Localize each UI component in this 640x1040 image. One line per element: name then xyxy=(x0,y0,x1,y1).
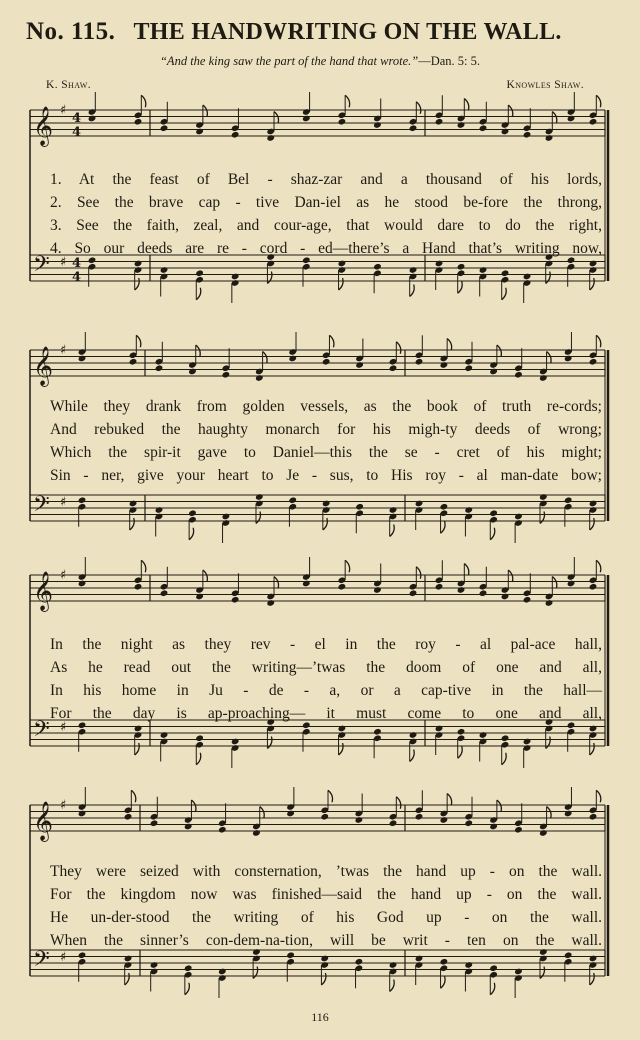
note-head xyxy=(124,813,133,821)
note-flag xyxy=(441,976,446,988)
bass-clef-icon: 𝄢 xyxy=(33,717,50,747)
treble-clef-icon: 𝄞 xyxy=(33,571,54,611)
page-number: 116 xyxy=(311,1010,329,1024)
key-signature-sharp-icon: ♯ xyxy=(60,103,67,118)
note-flag xyxy=(590,973,595,985)
lyric-line: For the kingdom now was finished—said the hand up - on the wall. xyxy=(50,886,602,903)
key-signature-sharp-icon: ♯ xyxy=(60,798,67,813)
note-head xyxy=(184,823,193,831)
note-head xyxy=(320,813,329,821)
note-head xyxy=(440,816,449,824)
key-signature-sharp-icon: ♯ xyxy=(60,255,67,270)
note-head xyxy=(78,810,87,818)
treble-clef-icon: 𝄞 xyxy=(33,346,54,386)
note-head xyxy=(539,829,548,837)
time-signature-icon: 4 xyxy=(72,125,82,140)
note-head xyxy=(355,958,364,966)
lyric-line: As he read out the writing—’twas the doom of one and all, xyxy=(50,659,602,676)
note-flag xyxy=(125,973,130,985)
note-flag xyxy=(260,807,265,819)
note-head xyxy=(286,810,295,818)
lyric-line: 4. So our deeds are re - cord - ed—there’s a Hand that’s writing now, xyxy=(50,240,602,257)
lyric-line: They were seized with consternation, ’twas the hand up - on the wall. xyxy=(50,863,602,880)
note-flag xyxy=(396,797,401,809)
note-head xyxy=(150,961,159,969)
treble-clef-icon: 𝄞 xyxy=(33,801,54,841)
lyric-line: He un-der-stood the writing of his God up - on the wall. xyxy=(50,909,602,926)
key-signature-sharp-icon: ♯ xyxy=(60,950,67,965)
note-head xyxy=(589,813,598,821)
note-flag xyxy=(497,800,502,812)
note-head xyxy=(320,955,329,963)
treble-clef-icon: 𝄞 xyxy=(33,106,54,146)
note-head xyxy=(286,951,295,959)
lyric-line: Sin - ner, give your heart to Je - sus, to His roy - al man-date bow; xyxy=(50,467,602,484)
note-flag xyxy=(185,983,190,995)
note-flag xyxy=(131,790,136,802)
lyric-line: While they drank from golden vessels, as the book of truth re-cords; xyxy=(50,398,602,415)
note-head xyxy=(415,813,424,821)
note-head xyxy=(389,961,398,969)
note-head xyxy=(464,961,473,969)
lyrics-block-4 xyxy=(50,860,602,952)
lyric-line: 2. See the brave cap - tive Dan-iel as he stood be-fore the throng, xyxy=(50,194,602,211)
lyric-line: In his home in Ju - de - a, or a cap-tive in the hall— xyxy=(50,682,602,699)
note-flag xyxy=(540,967,545,979)
note-flag xyxy=(490,983,495,995)
bass-clef-icon: 𝄢 xyxy=(33,492,50,522)
epigraph-reference: —Dan. 5: 5. xyxy=(418,54,481,68)
hymn-title: THE HANDWRITING ON THE WALL. xyxy=(133,19,562,45)
note-head xyxy=(564,951,573,959)
lyricist-credit: K. Shaw. xyxy=(46,79,91,91)
note-head xyxy=(184,964,193,972)
note-flag xyxy=(447,794,452,806)
key-signature-sharp-icon: ♯ xyxy=(60,495,67,510)
hymn-number: No. 115. xyxy=(26,18,116,45)
note-flag xyxy=(328,790,333,802)
lyric-line: When the sinner’s con-dem-na-tion, will be writ - ten on the wall. xyxy=(50,932,602,949)
note-head xyxy=(489,964,498,972)
note-head xyxy=(78,951,87,959)
lyric-line: 3. See the faith, zeal, and cour-age, that would dare to do the right, xyxy=(50,217,602,234)
note-flag xyxy=(390,980,395,992)
note-head xyxy=(252,829,261,837)
key-signature-sharp-icon: ♯ xyxy=(60,568,67,583)
key-signature-sharp-icon: ♯ xyxy=(60,720,67,735)
lyric-line: And rebuked the haughty monarch for his migh-ty deeds of wrong; xyxy=(50,421,602,438)
bass-clef-icon: 𝄢 xyxy=(33,947,50,977)
time-signature-icon: 4 xyxy=(72,270,82,285)
note-flag xyxy=(596,790,601,802)
note-head xyxy=(440,958,449,966)
note-head xyxy=(489,823,498,831)
lyric-line: Which the spir-it gave to Daniel—this the se - cret of his might; xyxy=(50,444,602,461)
lyric-line: For the day is ap-proaching— it must come to one and all, xyxy=(50,705,602,722)
lyric-line: In the night as they rev - el in the roy - al pal-ace hall, xyxy=(50,636,602,653)
time-signature-icon: 4 xyxy=(72,111,82,126)
note-head xyxy=(150,819,159,827)
key-signature-sharp-icon: ♯ xyxy=(60,343,67,358)
note-flag xyxy=(253,967,258,979)
note-flag xyxy=(547,807,552,819)
note-head xyxy=(415,955,424,963)
time-signature-icon: 4 xyxy=(72,256,82,271)
note-head xyxy=(589,955,598,963)
lyric-line: 1. At the feast of Bel - shaz-zar and a thousand of his lords, xyxy=(50,171,602,188)
note-head xyxy=(124,955,133,963)
note-flag xyxy=(321,973,326,985)
bass-clef-icon: 𝄢 xyxy=(33,252,50,282)
note-flag xyxy=(191,800,196,812)
note-head xyxy=(218,826,227,834)
epigraph-text: “And the king saw the part of the hand that wrote.” xyxy=(159,54,419,68)
note-head xyxy=(464,819,473,827)
note-head xyxy=(355,816,364,824)
note-head xyxy=(514,968,523,976)
composer-credit: Knowles Shaw. xyxy=(506,79,584,91)
note-head xyxy=(389,819,398,827)
note-head xyxy=(514,826,523,834)
note-head xyxy=(564,810,573,818)
note-head xyxy=(218,968,227,976)
